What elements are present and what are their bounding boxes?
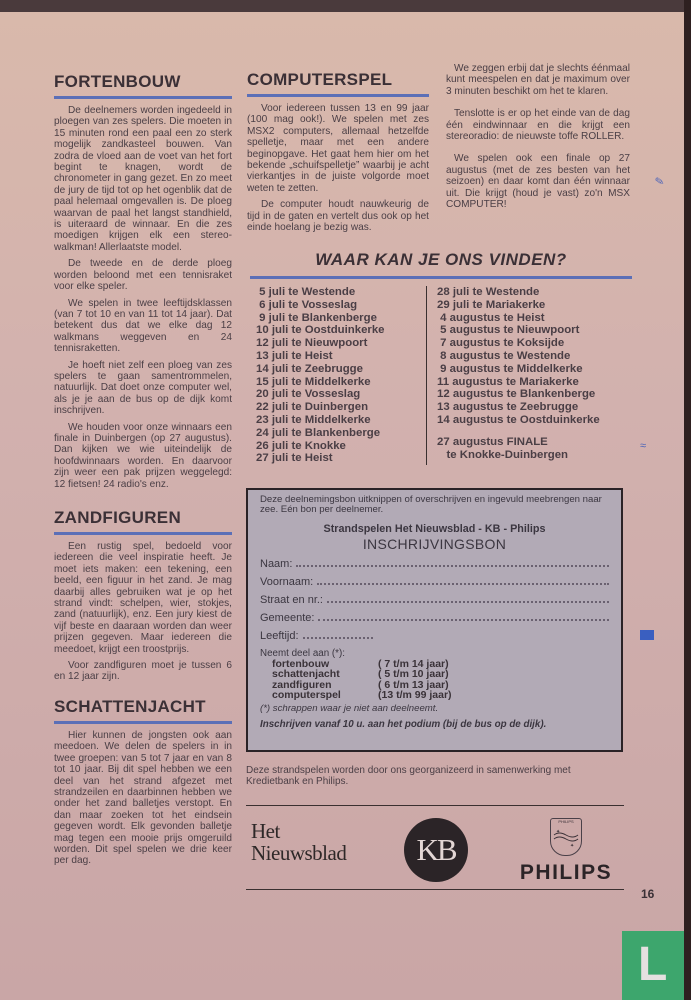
schattenjacht-heading: SCHATTENJACHT: [54, 696, 206, 716]
schedule-july: [250, 286, 427, 465]
game-ages: ( 7 t/m 14 jaar): [378, 657, 449, 670]
schedule-row: 13 augustus te Zeebrugge: [437, 401, 579, 414]
coupon-organizer: Strandspelen Het Nieuwsblad - KB - Philips: [323, 522, 546, 535]
schedule-row: 24 juli te Blankenberge: [256, 426, 381, 439]
philips-waves-icon: [552, 825, 580, 851]
coupon-title: INSCHRIJVINGSBON: [362, 535, 507, 552]
philips-logo: [512, 818, 620, 885]
fortenbouw-paragraph: De deelnemers worden ingedeeld in ploegen van zes spelers. Die moeten in 15 minuten rond een paal een zo sterk mogelijk zandkasteel bouwen. Van zodra de vloed aan de voet van het fort begint te knagen, wordt de chronometer in gang gezet. En zo meet de jury de tijd tot op het ogenblik dat de paal helemaal omgevallen is. De ploeg waarvan de paal het langst standhield, is uiteraard de winnaar. En die zes moedigen krijgen elk een stereo-walkman! Allerlaatste model.: [54, 105, 232, 253]
coupon-footnote: (*) schrappen waar je niet aan deelneemt.: [260, 702, 439, 714]
municipality-label: Gemeente:: [260, 611, 315, 624]
age-label: Leeftijd:: [260, 629, 299, 642]
municipality-input-line[interactable]: [318, 612, 609, 621]
coupon-instructions: Deze deelnemingsbon uitknippen of overschrijven en ingevuld meebrengen naar zee. Eén bon per deelnemer.: [260, 494, 602, 516]
schedule-row: 13 juli te Heist: [256, 349, 333, 362]
schedule-row: 22 juli te Duinbergen: [256, 401, 369, 414]
heading-rule: [247, 94, 429, 97]
schedule-row: 6 juli te Vosseslag: [256, 298, 358, 311]
schedule-row: 9 augustus te Middelkerke: [437, 362, 583, 375]
fortenbouw-paragraph: De tweede en de derde ploeg worden beloond met een tennisraket voor elke speler.: [54, 258, 232, 293]
column-left: [54, 72, 232, 872]
schedule-row: 9 juli te Blankenberge: [256, 311, 377, 324]
schedule-row: 14 juli te Zeebrugge: [256, 362, 363, 375]
watermark-badge: [622, 931, 684, 1000]
schedule-table: [250, 286, 632, 465]
schedule-row: 5 juli te Westende: [256, 286, 356, 298]
computerspel-continued: We zeggen erbij dat je slechts éénmaal kunt meespelen en dat je maximum over 3 minuten beschikt om het te klaren.: [446, 63, 630, 97]
svg-text:✦: ✦: [570, 843, 575, 849]
column-middle: [247, 70, 429, 238]
computerspel-heading: COMPUTERSPEL: [247, 70, 393, 89]
game-ages: ( 5 t/m 10 jaar): [378, 668, 449, 681]
fortenbouw-paragraph: Je hoeft niet zelf een ploeg van zes spelers te gaan samentrommelen, natuurlijk. Dat doet onze computer wel, als je je aan de bus op de dijk komt inschrijven.: [54, 359, 232, 417]
schedule-finale-location: te Knokke-Duinbergen: [437, 448, 569, 461]
game-option[interactable]: [260, 690, 609, 701]
divider: [246, 805, 624, 806]
street-label: Straat en nr.:: [260, 593, 323, 606]
age-input-line[interactable]: [303, 630, 373, 639]
column-right: [446, 63, 630, 221]
kb-logo: KB: [404, 818, 468, 882]
name-label: Naam:: [260, 557, 293, 570]
game-name: zandfiguren: [272, 678, 332, 691]
watermark-letter: L: [638, 938, 668, 991]
schedule-row: 27 juli te Heist: [256, 452, 333, 465]
fortenbouw-heading: FORTENBOUW: [54, 72, 181, 91]
schedule-row: 26 juli te Knokke: [256, 439, 346, 452]
divider: [246, 889, 624, 890]
margin-doodle-icon: ≈: [640, 440, 647, 452]
schedule-row: 14 augustus te Oostduinkerke: [437, 413, 600, 426]
nieuwsblad-logo-line1: Het: [251, 819, 280, 843]
schedule-heading: WAAR KAN JE ONS VINDEN?: [315, 250, 567, 269]
nieuwsblad-logo-line2: Nieuwsblad: [251, 841, 347, 865]
zandfiguren-heading: ZANDFIGUREN: [54, 508, 182, 527]
schedule-row: 23 juli te Middelkerke: [256, 413, 371, 426]
zandfiguren-paragraph: Voor zandfiguren moet je tussen 6 en 12 jaar zijn.: [54, 660, 232, 683]
schedule-row: 29 juli te Mariakerke: [437, 298, 546, 311]
street-field[interactable]: [260, 594, 609, 606]
firstname-label: Voornaam:: [260, 575, 314, 588]
philips-wordmark: PHILIPS: [519, 861, 613, 884]
game-name: schattenjacht: [272, 668, 340, 681]
fortenbouw-paragraph: We spelen in twee leeftijdsklassen (van 7 tot 10 en van 11 tot 14 jaar). Dat betekent dus dat we elke dag 12 walkmans weggeven en 24 tennisraketten.: [54, 297, 232, 355]
schedule-row: 7 augustus te Koksijde: [437, 337, 565, 350]
philips-shield-text: PHILIPS: [558, 819, 574, 824]
computerspel-continued: Tenslotte is er op het einde van de dag één eindwinnaar en die krijgt een stereoradio: de nieuwste toffe ROLLER.: [446, 108, 630, 143]
schedule-row: 12 juli te Nieuwpoort: [256, 337, 368, 350]
age-field[interactable]: [260, 630, 609, 642]
game-name: computerspel: [272, 689, 341, 702]
fortenbouw-paragraph: We houden voor onze winnaars een finale in Duinbergen (op 27 augustus). Dan kijken we wie uiteindelijk de hoofdwinnaars worden. En daarvoor zijn weer een pak prijzen weggelegd: 12 fietsen! 24 radio's enz.: [54, 421, 232, 490]
margin-doodle-icon: ✎: [654, 175, 666, 189]
games-label: Neemt deel aan (*):: [260, 647, 345, 659]
name-field[interactable]: [260, 558, 609, 570]
schedule-row: 12 augustus te Blankenberge: [437, 388, 596, 401]
heading-rule: [54, 96, 232, 99]
game-ages: ( 6 t/m 13 jaar): [378, 678, 449, 691]
computerspel-continued: We spelen ook een finale op 27 augustus (met de zes besten van het seizoen) en daar komt dan één winnaar uit. Die krijgt (houd je vast) zo'n MSX COMPUTER!: [446, 153, 630, 211]
scan-right-edge: [684, 0, 691, 1000]
municipality-field[interactable]: [260, 612, 609, 624]
schedule-row: 20 juli te Vosseslag: [256, 388, 361, 401]
nieuwsblad-logo: [251, 820, 346, 864]
firstname-input-line[interactable]: [317, 576, 609, 585]
schedule-row: 4 augustus te Heist: [437, 311, 545, 324]
scan-top-border: [0, 0, 691, 12]
schedule-row: 28 juli te Westende: [437, 286, 540, 298]
zandfiguren-paragraph: Een rustig spel, bedoeld voor iedereen die veel inspiratie heeft. Je moet iets maken: een tekening, een beeld, een figuur in het zand. Je mag daarbij alles gebruiken wat je op het strand vindt: schelpen, wier, stokjes, zand (natuurlijk), enz. Een jury kiest de vijf beste en daaraan worden dan weer prijzen gegeven. Maar iedereen die meedoet, krijgt een troostprijs.: [54, 541, 232, 655]
schattenjacht-paragraph: Hier kunnen de jongsten ook aan meedoen. We delen de spelers in in twee groepen: van 5 tot 7 jaar en van 8 tot 10 jaar. Bij dit spel hebben we een deel van het strand afgezet met strandzeilen en daarbinnen hebben we onder het zand balletjes verstopt. En dan maar zoeken tot het eindsein gegeven wordt. Elk gevonden balletje mag tegen een mooie prijs omgeruild worden. Dit spel spelen we drie keer per dag.: [54, 729, 232, 867]
svg-text:✦: ✦: [556, 829, 561, 835]
computerspel-paragraph: De computer houdt nauwkeurig de tijd in de gaten en vertelt dus ook op het einde hoelang je bezig was.: [247, 199, 429, 234]
heading-rule: [54, 532, 232, 535]
registration-coupon: [246, 488, 623, 752]
street-input-line[interactable]: [327, 594, 609, 603]
schedule-row: 15 juli te Middelkerke: [256, 375, 371, 388]
firstname-field[interactable]: [260, 576, 609, 588]
margin-doodle-icon: [640, 630, 654, 640]
heading-rule: [54, 721, 232, 724]
coupon-registration-note: Inschrijven vanaf 10 u. aan het podium (bij de bus op de dijk).: [260, 718, 547, 730]
philips-shield-icon: [550, 818, 582, 856]
page-number: 16: [641, 887, 655, 901]
schedule-row: 10 juli te Oostduinkerke: [256, 324, 385, 337]
game-name: fortenbouw: [272, 657, 330, 670]
heading-rule: [250, 276, 632, 279]
schedule-section: [250, 250, 632, 465]
computerspel-paragraph: Voor iedereen tussen 13 en 99 jaar (100 mag ook!). We spelen met zes MSX2 computers, allemaal hetzelfde spelletje, maar met een andere beginopgave. Het gaat hem hier om het bekende „schuifspelletje” waarbij je acht vierkantjes in de juiste volgorde moet weten te zetten.: [247, 103, 429, 194]
name-input-line[interactable]: [296, 558, 609, 567]
schedule-row: 11 augustus te Mariakerke: [437, 375, 579, 388]
game-ages: (13 t/m 99 jaar): [378, 689, 452, 702]
schedule-august: [427, 286, 600, 465]
schedule-finale: 27 augustus FINALE: [437, 435, 548, 448]
schedule-row: 5 augustus te Nieuwpoort: [437, 324, 580, 337]
cooperation-note: Deze strandspelen worden door ons georganizeerd in samenwerking met Kredietbank en Philips.: [246, 765, 571, 787]
schedule-row: 8 augustus te Westende: [437, 349, 571, 362]
